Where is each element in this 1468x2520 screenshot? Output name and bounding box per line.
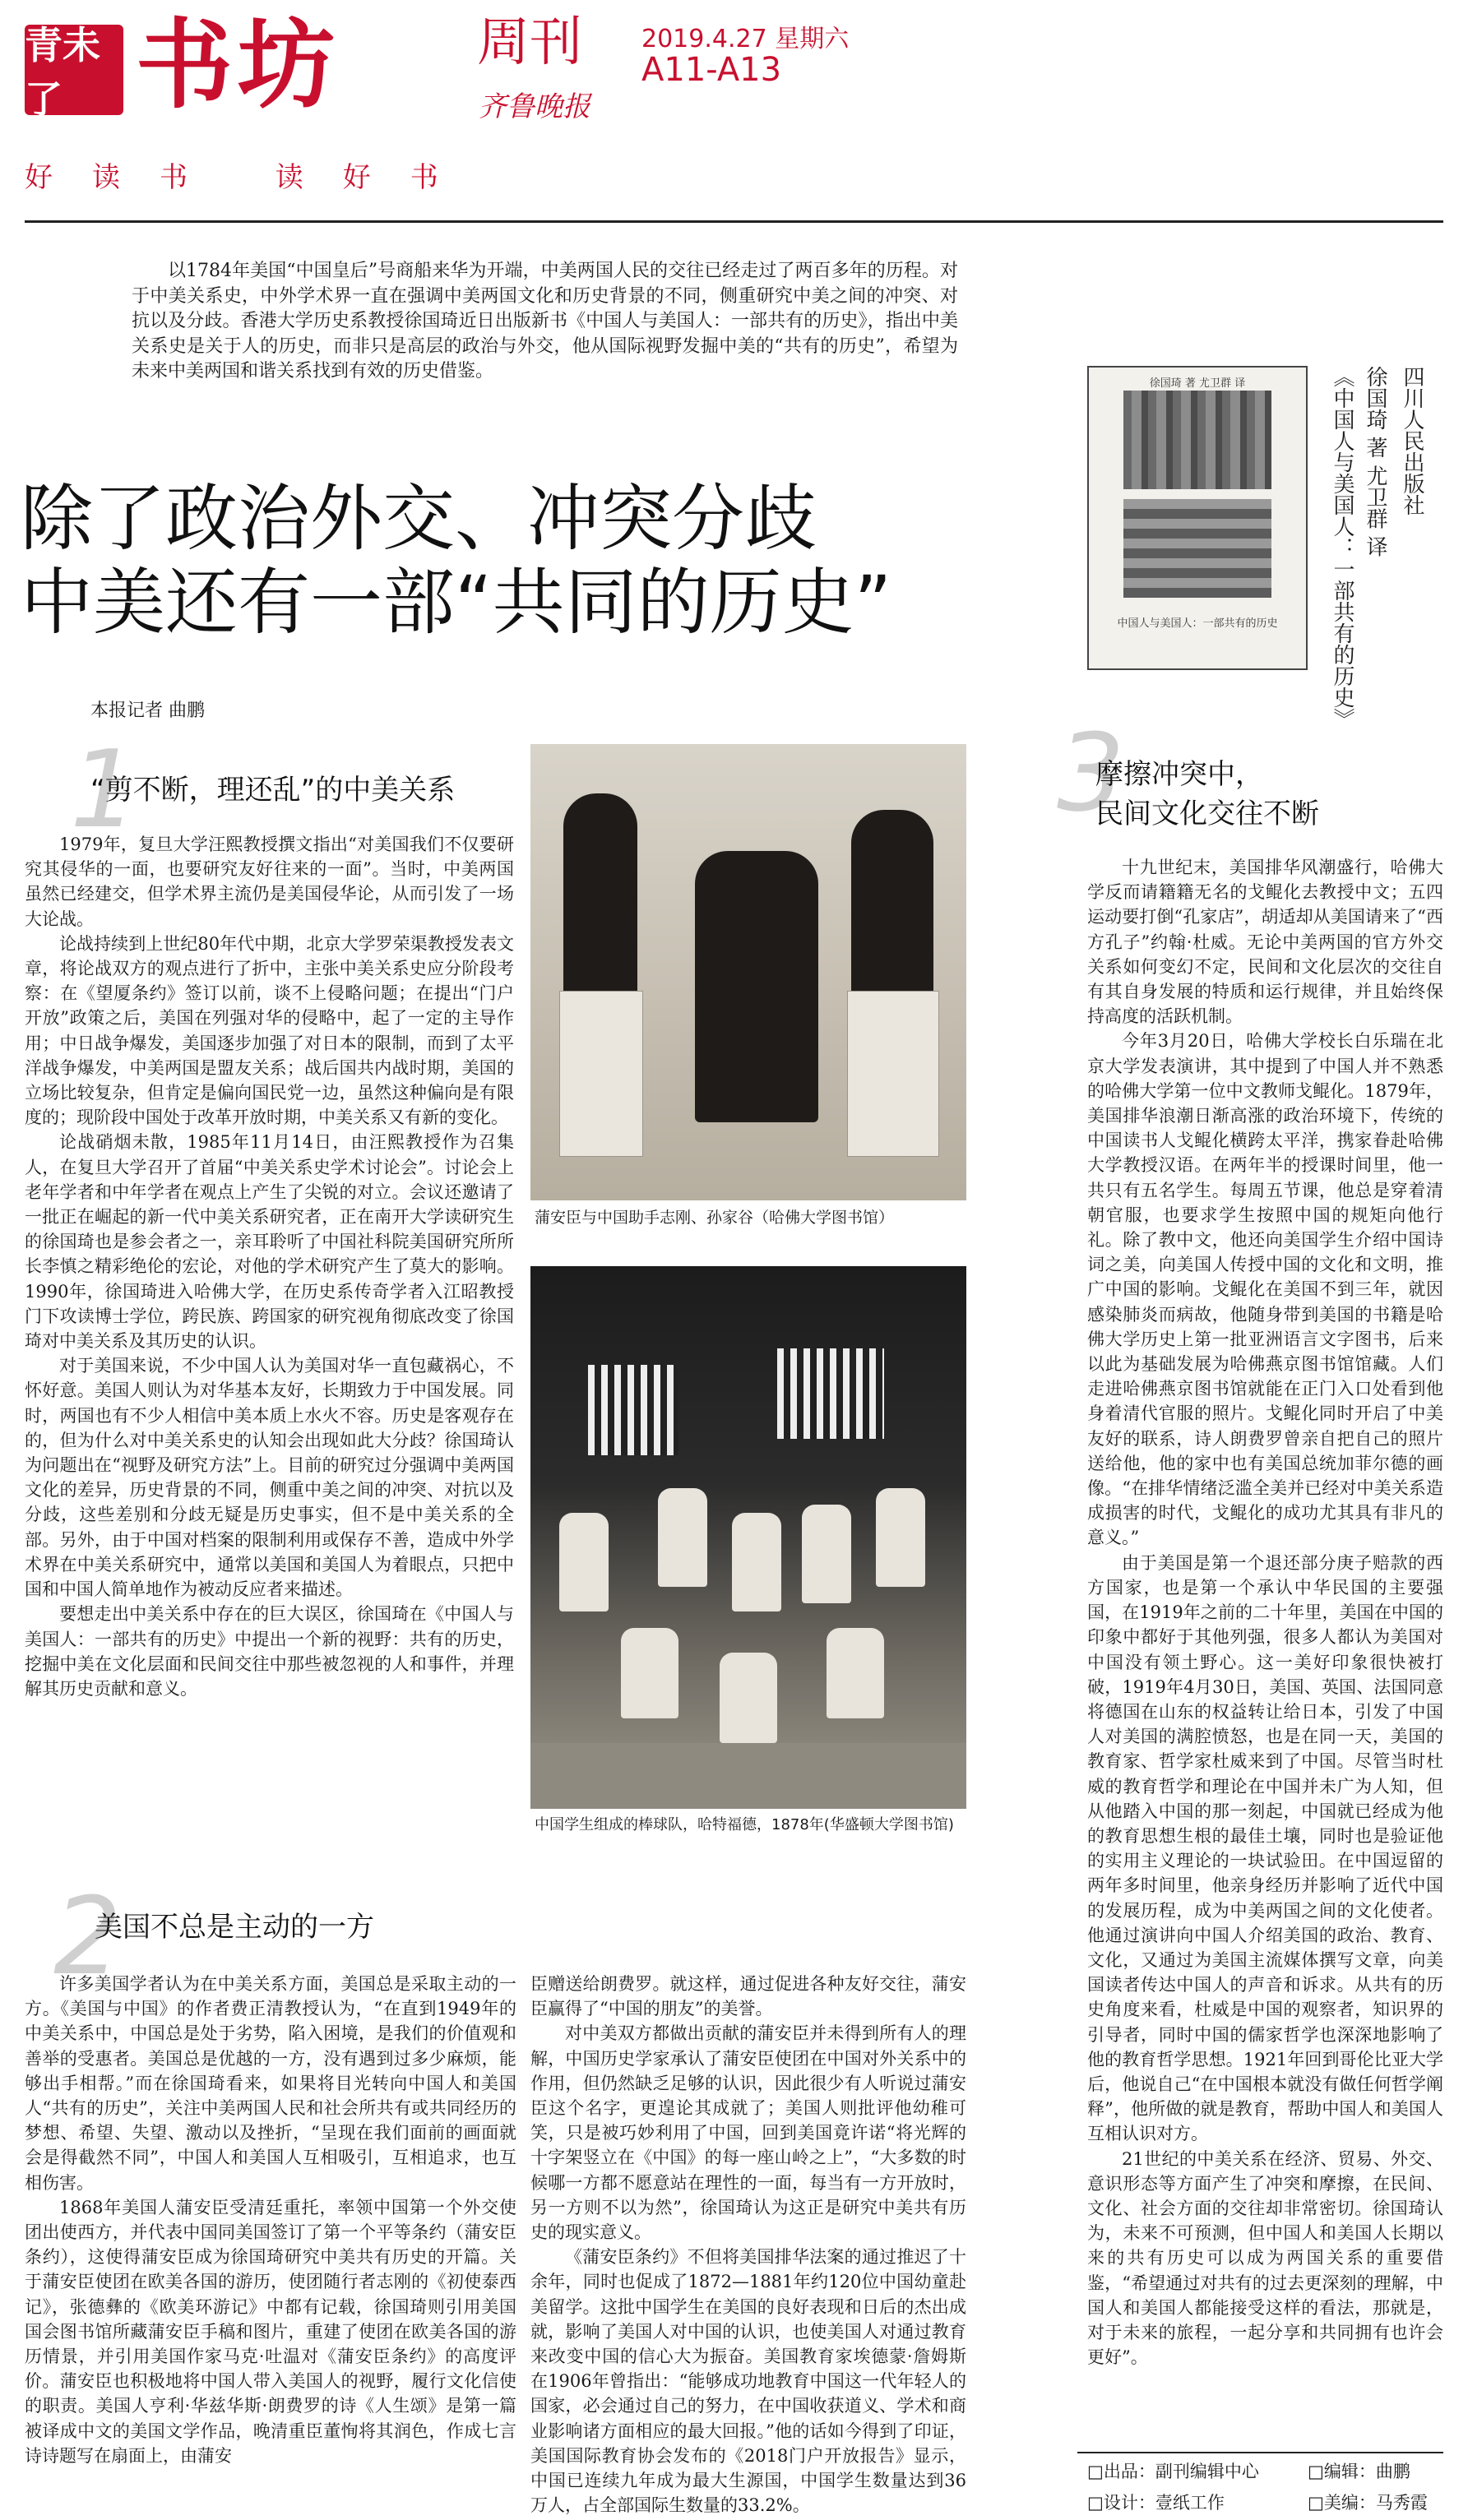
square-icon: □ [1308, 2493, 1324, 2513]
square-icon: □ [1087, 2462, 1104, 2481]
weekly-label: 周刊 [477, 12, 582, 73]
paragraph: 许多美国学者认为在中美关系方面，美国总是采取主动的一方。《美国与中国》的作者费正清教授认为，“在直到1949年的中美关系中，中国总是处于劣势，陷入困境，是我们的价值观和善举的受惠者。美国总是优越的一方，没有遇到过多少麻烦，能够出手相帮。”而在徐国琦看来，如果将目光转向中国人和美国人“共有的历史”，关注中美两国人民和社会所共有或共同经历的梦想、希望、失望、激动以及挫折，“呈现在我们面前的画面就会是得截然不同”，中国人和美国人互相吸引，互相追求，也互相伤害。 [25, 1974, 516, 2193]
footer-divider [1077, 2452, 1443, 2453]
paragraph: 今年3月20日，哈佛大学校长白乐瑞在北京大学发表演讲，其中提到了中国人并不熟悉的哈佛大学第一位中文教师戈鲲化。1879年，美国排华浪潮日渐高涨的政治环境下，传统的中国读书人戈鲲化横跨太平洋，携家眷赴哈佛大学教授汉语。在两年半的授课时间里，他一共只有五名学生。每周五节课，他总是穿着清朝官服，也要求学生按照中国的规矩向他行礼。除了教中文，他还向美国学生介绍中国诗词之美，向美国人传授中国的文化和文明，推广中国的影响。戈鲲化在美国不到三年，就因感染肺炎而病故，他随身带到美国的书籍是哈佛大学历史上第一批亚洲语言文字图书，后来以此为基础发展为哈佛燕京图书馆馆藏。人们走进哈佛燕京图书馆就能在正门入口处看到他身着清代官服的照片。戈鲲化同时开启了中美友好的联系，诗人朗费罗曾亲自把自己的照片送给他，他的家中也有美国总统加菲尔德的画像。“在排华情绪泛滥全美并已经对中美关系造成损害的时代，戈鲲化的成功尤其具有非凡的意义。” [1087, 1031, 1443, 1548]
section-2-column-2 [530, 1972, 966, 2518]
section-title: 书坊 [136, 8, 340, 122]
book-title: 《中国人与美国人：一部共有的历史》 [1330, 366, 1355, 729]
footer-editor [1308, 2458, 1410, 2483]
divider [25, 220, 1443, 223]
headline-line-2: 中美还有一部“共同的历史” [21, 560, 892, 645]
footer-editor-text: 编辑：曲鹏 [1323, 2462, 1410, 2481]
section-3-title-line-1: 摩擦冲突中， [1095, 758, 1263, 791]
robe-right [847, 991, 939, 1157]
section-3-number: 3 [1057, 710, 1125, 835]
byline: 本报记者 曲鹏 [90, 701, 205, 721]
paragraph: 21世纪的中美关系在经济、贸易、外交、意识形态等方面产生了冲突和摩擦，在民间、文化、社会方面的交往却非常密切。徐国琦认为，未来不可预测，但中国人和美国人长期以来的共有历史可以成为两国关系的重要借鉴，“希望通过对共有的过去更深刻的理解，中国人和美国人都能接受这样的看法，那就是，对于未来的旅程，一起分享和共同拥有也许会更好”。 [1087, 2148, 1443, 2368]
photo-1-caption: 蒲安臣与中国助手志刚、孙家谷（哈佛大学图书馆） [535, 1209, 895, 1227]
player [732, 1513, 781, 1611]
footer-art-text: 美编：马秀霞 [1323, 2493, 1428, 2513]
player [621, 1628, 678, 1718]
section-1-body [25, 832, 514, 1701]
newspaper-name: 齐鲁晚报 [479, 90, 590, 123]
headline [21, 477, 975, 645]
book-publisher: 四川人民出版社 [1400, 366, 1424, 516]
section-3-title-line-2: 民间文化交往不断 [1095, 798, 1319, 830]
footer-producer-text: 出品：副刊编辑中心 [1103, 2462, 1259, 2481]
book-cover [1087, 366, 1308, 670]
photo-baseball-team [530, 1266, 966, 1809]
footer-producer [1087, 2458, 1259, 2483]
awning-left [588, 1365, 678, 1455]
book-cover-photo-top [1123, 391, 1271, 489]
book-cover-photo-bottom [1123, 499, 1271, 598]
page-range: A11-A13 [641, 51, 782, 89]
awning-right [777, 1348, 884, 1439]
paragraph: 论战硝烟未散，1985年11月14日，由汪熙教授作为召集人，在复旦大学召开了首届“中美关系史学术讨论会”。讨论会上老年学者和中年学者在观点上产生了尖锐的对立。会议还邀请了一批正在崛起的新一代中美关系研究者，正在南开大学读研究生的徐国琦也是参会者之一，亲耳聆听了中国社科院美国研究所所长李慎之精彩绝伦的宏论，对他的学术研究产生了莫大的影响。1990年，徐国琦进入哈佛大学，在历史系传奇学者入江昭教授门下攻读博士学位，跨民族、跨国家的研究视角彻底改变了徐国琦对中美关系及其历史的认识。 [25, 1132, 514, 1352]
section-3-title [1095, 755, 1319, 834]
photo-burlingame-mission [530, 744, 966, 1200]
section-3-body [1087, 855, 1443, 2370]
paragraph: 论战持续到上世纪80年代中期，北京大学罗荣渠教授发表文章，将论战双方的观点进行了折中，主张中美关系史应分阶段考察：在《望厦条约》签订以前，谈不上侵略问题；在提出“门户开放”政策之后，美国在列强对华的侵略中，起了一定的主导作用；中日战争爆发，美国逐步加强了对日本的限制，而到了太平洋战争爆发，中美两国是盟友关系；战后国共内战时期，美国的立场比较复杂，但肯定是偏向国民党一边，虽然这种偏向是有限度的；现阶段中国处于改革开放时期，中美关系又有新的变化。 [25, 933, 514, 1128]
paragraph: 对中美双方都做出贡献的蒲安臣并未得到所有人的理解，中国历史学家承认了蒲安臣使团在中国对外关系中的作用，但仍然缺乏足够的认识，因此很少有人听说过蒲安臣这个名字，更遑论其成就了；美国人则批评他幼稚可笑，只是被巧妙利用了中国，回到美国竟许诺“将光辉的十字架竖立在《中国》的每一座山岭之上”，“大多数的时候哪一方都不愿意站在理性的一面，每当有一方开放时，另一方则不以为然”，徐国琦认为这正是研究中美共有历史的现实意义。 [530, 2023, 966, 2243]
paragraph: 1979年，复旦大学汪熙教授撰文指出“对美国我们不仅要研究其侵华的一面，也要研究友好往来的一面”。当时，中美两国虽然已经建交，但学术界主流仍是美国侵华论，从而引发了一场大论战。 [25, 835, 514, 929]
headline-line-1: 除了政治外交、冲突分歧 [21, 476, 817, 561]
player [802, 1505, 851, 1603]
footer-art [1308, 2490, 1428, 2514]
paragraph: 1868年美国人蒲安臣受清廷重托，率领中国第一个外交使团出使西方，并代表中国同美国签订了第一个平等条约（蒲安臣条约），这使得蒲安臣成为徐国琦研究中美共有历史的开篇。关于蒲安臣使团在欧美各国的游历，使团随行者志刚的《初使泰西记》，张德彝的《欧美环游记》中都有记载，徐国琦则引用美国国会图书馆所藏蒲安臣手稿和图片，重建了使团在欧美各国的游历情景，并引用美国作家马克·吐温对《蒲安臣条约》的高度评价。蒲安臣也积极地将中国人带入美国人的视野，履行文化信使的职责。美国人亨利·华兹华斯·朗费罗的诗《人生颂》是第一篇被译成中文的美国文学作品，晚清重臣董恂将其润色，作成七言诗诗题写在扇面上，由蒲安 [25, 2197, 516, 2466]
footer-designer-text: 设计：壹纸工作 [1103, 2493, 1225, 2513]
paragraph: 《蒲安臣条约》不但将美国排华法案的通过推迟了十余年，同时也促成了1872—1881年约120位中国幼童赴美留学。这批中国学生在美国的良好表现和日后的杰出成就，影响了美国人对中国的认识，也使美国人对通过教育来改变中国的信心大为振奋。美国教育家埃德蒙·詹姆斯在1906年曾指出：“能够成功地教育中国这一代年轻人的国家，必会通过自己的努力，在中国收获道义、学术和商业影响诸方面相应的最大回报。”他的话如今得到了印证，美国国际教育协会发布的《2018门户开放报告》显示，中国已连续九年成为最大生源国，中国学生数量达到36万人，占全部国际生数量的33.2%。 [530, 2247, 966, 2516]
slogan: 好读书 读好书 [25, 161, 478, 194]
player [827, 1628, 884, 1718]
book-cover-title: 中国人与美国人：一部共有的历史 [1117, 617, 1278, 630]
photo-2-caption: 中国学生组成的棒球队，哈特福德，1878年(华盛顿大学图书馆) [535, 1816, 954, 1833]
ground [530, 1743, 966, 1809]
paragraph: 要想走出中美关系中存在的巨大误区，徐国琦在《中国人与美国人：一部共有的历史》中提出一个新的视野：共有的历史，挖掘中美在文化层面和民间交往中那些被忽视的人和事件，并理解其历史贡献和意义。 [25, 1604, 514, 1699]
footer-designer [1087, 2490, 1225, 2514]
paragraph: 十九世纪末，美国排华风潮盛行，哈佛大学反而请籍籍无名的戈鲲化去教授中文；五四运动要打倒“孔家店”，胡适却从美国请来了“西方孔子”约翰·杜威。无论中美两国的官方外交关系如何变幻不定，民间和文化层次的交往自有其自身发展的特质和运行规律，并且始终保持高度的活跃机制。 [1087, 858, 1443, 1027]
paragraph: 由于美国是第一个退还部分庚子赔款的西方国家，也是第一个承认中华民国的主要强国，在1919年之前的二十年里，美国在中国的印象中都好于其他列强，很多人都认为美国对中国没有领土野心。这一美好印象很快被打破，1919年4月30日，美国、英国、法国同意将德国在山东的权益转让给日本，引发了中国人对美国的满腔愤怒，也是在同一天，美国的教育家、哲学家杜威来到了中国。尽管当时杜威的教育哲学和理论在中国并未广为人知，但从他踏入中国的那一刻起，中国就已经成为他的教育思想生根的最佳土壤，同时也是验证他的实用主义理论的一块试验田。在中国逗留的两年多时间里，他亲身经历并影响了近代中国的发展历程，成为中美两国之间的文化使者。他通过演讲向中国人介绍美国的政治、教育、文化，又通过为美国主流媒体撰写文章，向美国读者传达中国人的声音和诉求。从共有的历史角度来看，杜威是中国的观察者，知识界的引导者，同时中国的儒家哲学也深深地影响了他的教育哲学思想。1921年回到哥伦比亚大学后，他说自己“在中国根本就没有做任何哲学阐释”，他所做的就是教育，帮助中国人和美国人互相认识对方。 [1087, 1552, 1443, 2144]
player [720, 1653, 777, 1743]
intro-paragraph: 以1784年美国“中国皇后”号商船来华为开端，中美两国人民的交往已经走过了两百多年的历程。对于中美关系史，中外学术界一直在强调中美两国文化和历史背景的不同，侧重研究中美之间的冲突、对抗以及分歧。香港大学历史系教授徐国琦近日出版新书《中国人与美国人：一部共有的历史》，指出中美关系史是关于人的历史，而非只是高层的政治与外交，他从国际视野发掘中美的“共有的历史”，希望为未来中美两国和谐关系找到有效的历史借鉴。 [132, 261, 958, 381]
paragraph: 臣赠送给朗费罗。就这样，通过促进各种友好交往，蒲安臣赢得了“中国的朋友”的美誉。 [530, 1974, 966, 2019]
section-1-title: “剪不断，理还乱”的中美关系 [90, 774, 456, 807]
section-2-number: 2 [53, 1874, 122, 1999]
section-1-number: 1 [70, 727, 138, 852]
player [658, 1488, 707, 1587]
square-icon: □ [1087, 2493, 1104, 2513]
robe-left [559, 991, 643, 1157]
player [559, 1513, 609, 1611]
section-2-column-1 [25, 1972, 516, 2468]
figure-center [695, 851, 818, 1122]
square-icon: □ [1308, 2462, 1324, 2481]
issue-date: 2019.4.27 星期六 [641, 25, 850, 53]
section-2-title: 美国不总是主动的一方 [95, 1911, 374, 1944]
book-authors: 徐国琦 著 尤卫群 译 [1363, 366, 1387, 557]
book-cover-authors: 徐国琦 著 尤卫群 译 [1149, 377, 1246, 390]
player [876, 1488, 925, 1587]
newspaper-logo: 青未了 [25, 25, 123, 115]
paragraph: 对于美国来说，不少中国人认为美国对华一直包藏祸心，不怀好意。美国人则认为对华基本友好，长期致力于中国发展。同时，两国也有不少人相信中美本质上水火不容。历史是客观存在的，但为什么对中美关系史的认知会出现如此大分歧？徐国琦认为问题出在“视野及研究方法”上。目前的研究过分强调中美两国文化的差异，历史背景的不同，侧重中美之间的冲突、对抗以及分歧，这些差别和分歧无疑是历史事实，但不是中美关系的全部。另外，由于中国对档案的限制利用或保存不善，造成中外学术界在中美关系研究中，通常以美国和美国人为着眼点，只把中国和中国人简单地作为被动反应者来描述。 [25, 1356, 514, 1600]
